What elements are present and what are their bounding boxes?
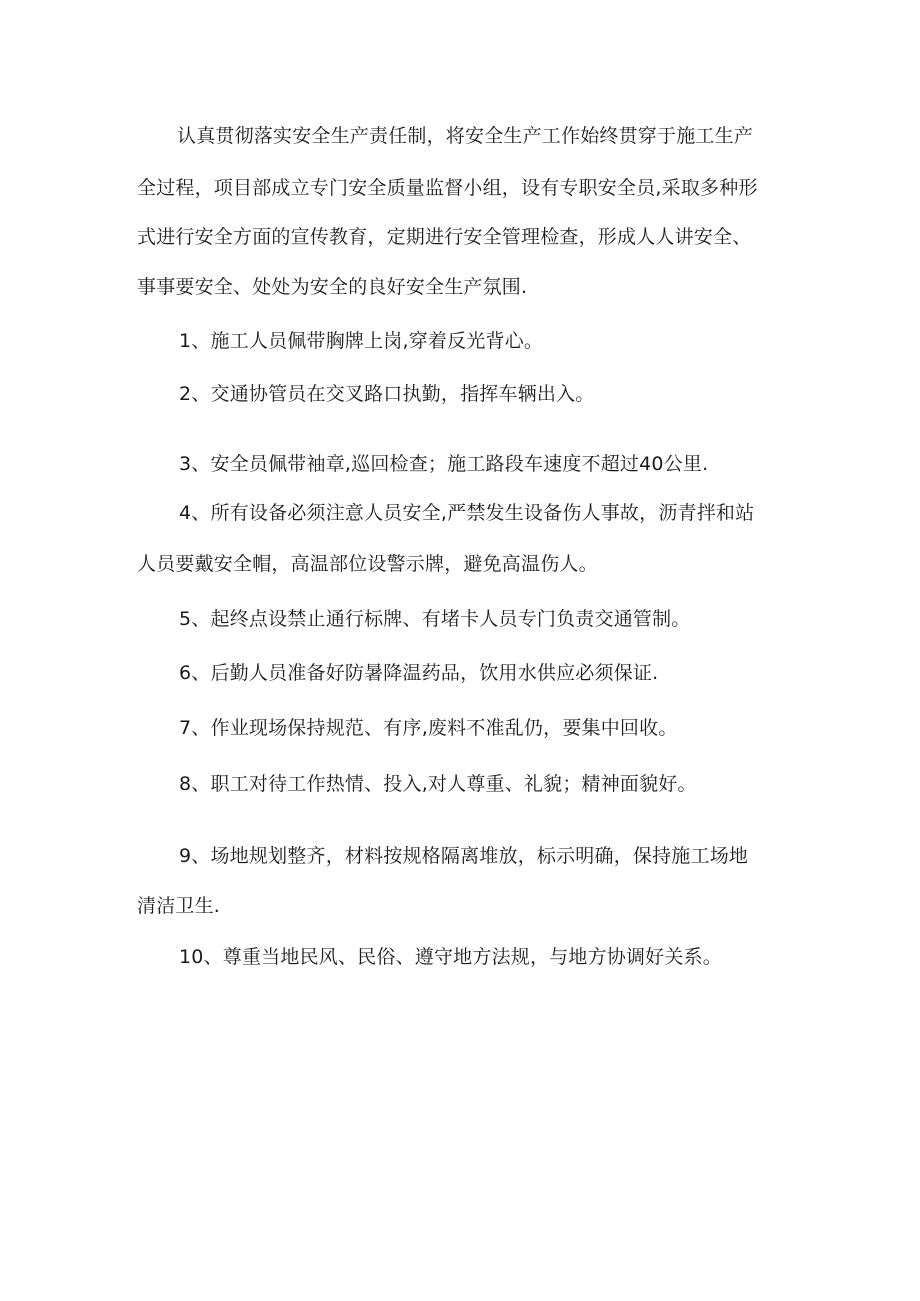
item-7: 7、作业现场保持规范、有序,废料不准乱仍，要集中回收。 — [179, 717, 678, 739]
item-2: 2、交通协管员在交叉路口执勤，指挥车辆出入。 — [179, 383, 595, 405]
item-1: 1、施工人员佩带胸牌上岗,穿着反光背心。 — [179, 330, 544, 352]
intro-line-1: 认真贯彻落实安全生产责任制，将安全生产工作始终贯穿于施工生产 — [177, 125, 754, 147]
item-4-line-2: 人员要戴安全帽，高温部位设警示牌，避免高温伤人。 — [137, 553, 598, 575]
item-10: 10、尊重当地民风、民俗、遵守地方法规，与地方协调好关系。 — [179, 946, 722, 968]
item-9-line-2: 清洁卫生. — [137, 895, 221, 917]
intro-line-3: 式进行安全方面的宣传教育，定期进行安全管理检查，形成人人讲安全、 — [137, 226, 752, 248]
item-8: 8、职工对待工作热情、投入,对人尊重、礼貌；精神面貌好。 — [179, 773, 697, 795]
item-3: 3、安全员佩带袖章,巡回检查；施工路段车速度不超过40公里. — [179, 453, 709, 475]
item-4-line-1: 4、所有设备必须注意人员安全,严禁发生设备伤人事故，沥青拌和站 — [179, 502, 755, 524]
item-5: 5、起终点设禁止通行标牌、有堵卡人员专门负责交通管制。 — [179, 608, 691, 630]
item-9-line-1: 9、场地规划整齐，材料按规格隔离堆放，标示明确，保持施工场地 — [179, 845, 749, 867]
intro-line-2: 全过程，项目部成立专门安全质量监督小组，设有专职安全员,采取多种形 — [137, 177, 758, 199]
intro-line-4: 事事要安全、处处为安全的良好安全生产氛围. — [137, 276, 528, 298]
item-6: 6、后勤人员准备好防暑降温药品，饮用水供应必须保证. — [179, 662, 659, 684]
